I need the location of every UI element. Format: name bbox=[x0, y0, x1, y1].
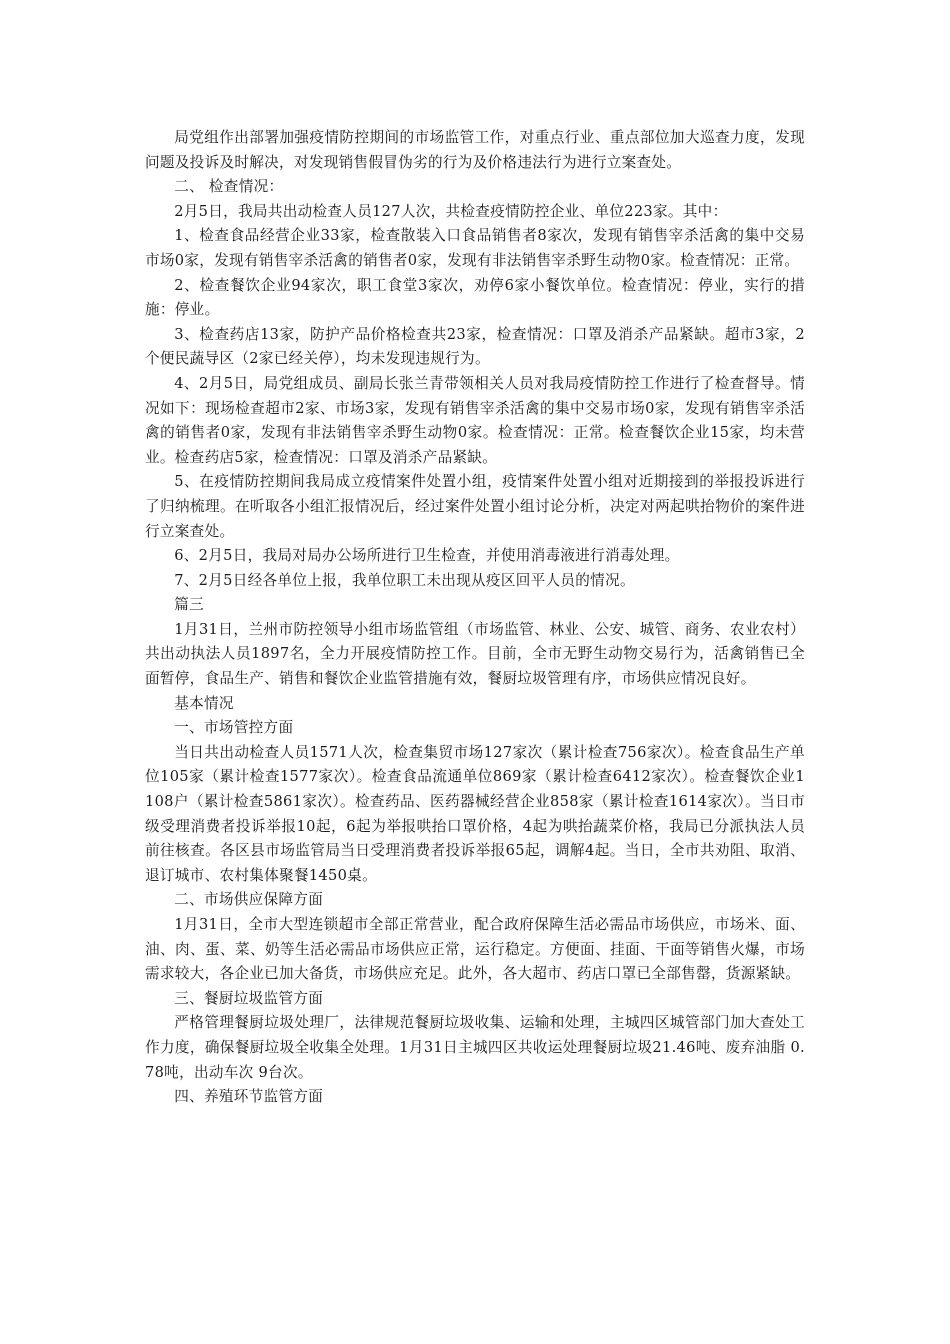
section-heading: 篇三 bbox=[174, 596, 204, 614]
section-heading: 一、市场管控方面 bbox=[174, 719, 294, 737]
paragraph: 严格管理餐厨垃圾处理厂，法律规范餐厨垃圾收集、运输和处理，主城四区城管部门加大查处工作力度，确保餐厨垃圾全收集全处理。1月31日主城四区共收运处理餐厨垃圾21.46吨、废弃油脂 0.78吨，出动车次 9台次。 bbox=[145, 1014, 805, 1081]
list-item: 6、2月5日，我局对局办公场所进行卫生检查，并使用消毒液进行消毒处理。 bbox=[174, 547, 680, 565]
section-heading: 四、养殖环节监管方面 bbox=[174, 1088, 324, 1106]
section-heading: 三、餐厨垃圾监管方面 bbox=[174, 989, 324, 1007]
paragraph: 局党组作出部署加强疫情防控期间的市场监管工作，对重点行业、重点部位加大巡查力度，发现问题及投诉及时解决，对发现销售假冒伪劣的行为及价格违法行为进行立案查处。 bbox=[145, 129, 805, 171]
paragraph: 1月31日，兰州市防控领导小组市场监管组（市场监管、林业、公安、城管、商务、农业农村）共出动执法人员1897名，全力开展疫情防控工作。目前，全市无野生动物交易行为，活禽销售已全面暂停，食品生产、销售和餐饮企业监管措施有效，餐厨垃圾管理有序，市场供应情况良好。 bbox=[145, 620, 805, 688]
list-item: 4、2月5日，局党组成员、副局长张兰青带领相关人员对我局疫情防控工作进行了检查督导。情况如下：现场检查超市2家、市场3家，发现有销售宰杀活禽的集中交易市场0家，发现有销售宰杀活禽的销售者0家，发现有非法销售宰杀野生动物0家。检查情况：正常。检查餐饮企业15家，均未营业。检查药店5家，检查情况：口罩及消杀产品紧缺。 bbox=[145, 374, 805, 466]
paragraph: 2月5日，我局共出动检查人员127人次，共检查疫情防控企业、单位223家。其中： bbox=[174, 202, 728, 220]
list-item: 5、在疫情防控期间我局成立疫情案件处置小组，疫情案件处置小组对近期接到的举报投诉进行了归纳梳理。在听取各小组汇报情况后，经过案件处置小组讨论分析，决定对两起哄抬物价的案件进行立案查处。 bbox=[145, 473, 805, 540]
list-item: 1、检查食品经营企业33家，检查散装入口食品销售者8家次，发现有销售宰杀活禽的集中交易市场0家，发现有销售宰杀活禽的销售者0家，发现有非法销售宰杀野生动物0家。检查情况：正常。 bbox=[145, 227, 805, 269]
paragraph: 当日共出动检查人员1571人次，检查集贸市场127家次（累计检查756家次）。检查食品生产单位105家（累计检查1577家次）。检查食品流通单位869家（累计检查6412家次）。检查餐饮企业1108户（累计检查5861家次）。检查药品、医药器械经营企业858家（累计检查1614家次）。当日市级受理消费者投诉举报10起，6起为举报哄抬口罩价格，4起为哄抬蔬菜价格，我局已分派执法人员前往核查。各区县市场监管局当日受理消费者投诉举报65起，调解4起。当日，全市共劝阻、取消、退订城市、农村集体聚餐1450桌。 bbox=[145, 743, 805, 884]
list-item: 3、检查药店13家，防护产品价格检查共23家，检查情况：口罩及消杀产品紧缺。超市3家，2个便民蔬导区（2家已经关停），均未发现违规行为。 bbox=[145, 325, 805, 368]
section-heading: 二、 检查情况： bbox=[174, 178, 284, 196]
list-item: 2、检查餐饮企业94家次，职工食堂3家次，劝停6家小餐饮单位。检查情况：停业，实行的措施：停业。 bbox=[145, 276, 805, 319]
section-heading: 基本情况 bbox=[174, 694, 234, 712]
document-body bbox=[145, 126, 805, 1110]
list-item: 7、2月5日经各单位上报，我单位职工未出现从疫区回平人员的情况。 bbox=[174, 571, 635, 589]
paragraph: 1月31日，全市大型连锁超市全部正常营业，配合政府保障生活必需品市场供应，市场米、面、油、肉、蛋、菜、奶等生活必需品市场供应正常，运行稳定。方便面、挂面、干面等销售火爆，市场需求较大，各企业已加大备货，市场供应充足。此外，各大超市、药店口罩已全部售罄，货源紧缺。 bbox=[145, 916, 805, 983]
section-heading: 二、市场供应保障方面 bbox=[174, 891, 324, 909]
